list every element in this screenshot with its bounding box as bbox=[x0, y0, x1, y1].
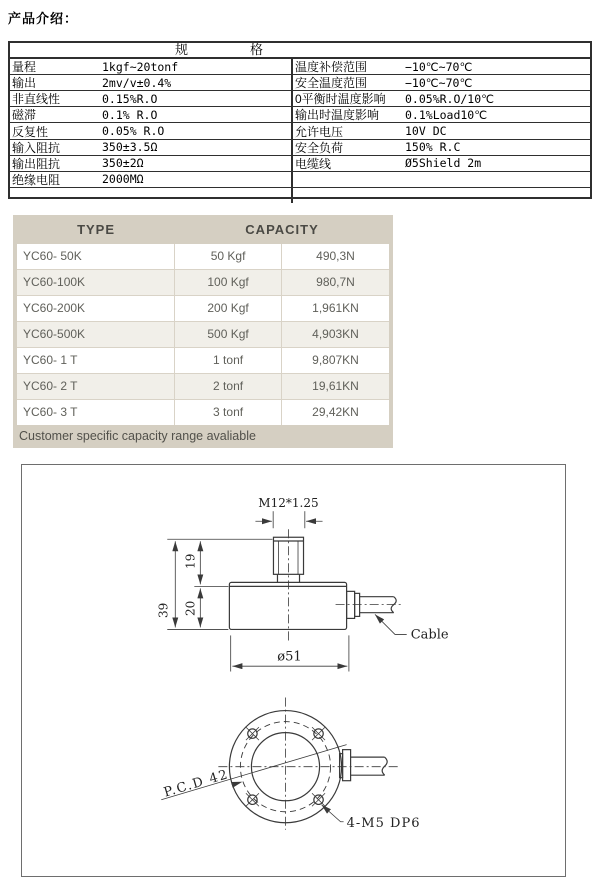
spec-value: 0.05% R.O bbox=[102, 123, 165, 138]
table-row bbox=[17, 374, 389, 400]
model-cell: YC60- 3 T bbox=[17, 400, 175, 425]
load-cell-drawing bbox=[22, 465, 565, 876]
spec-row bbox=[10, 188, 291, 203]
newton-cell: 1,961KN bbox=[312, 301, 359, 315]
bottom-view bbox=[161, 698, 420, 831]
spec-row bbox=[10, 123, 291, 139]
spec-row bbox=[293, 107, 590, 123]
spec-table-header bbox=[10, 43, 590, 59]
pcd-dimension-label: P.C.D 42 bbox=[162, 767, 231, 801]
model-cell: YC60- 50K bbox=[17, 244, 175, 269]
spec-value: −10℃~70℃ bbox=[405, 59, 473, 74]
spec-value: 0.1% R.O bbox=[102, 107, 158, 122]
spec-row bbox=[10, 75, 291, 91]
spec-label: 允许电压 bbox=[295, 124, 344, 139]
model-cell: YC60-500K bbox=[17, 322, 175, 347]
spec-value: 1kgf~20tonf bbox=[102, 59, 179, 74]
newton-cell: 9,807KN bbox=[312, 353, 359, 367]
model-cell: YC60- 1 T bbox=[17, 348, 175, 373]
spec-label: 输出 bbox=[12, 76, 37, 91]
spec-label: 反复性 bbox=[12, 124, 49, 139]
spec-label: 量程 bbox=[12, 60, 37, 75]
kgf-cell: 1 tonf bbox=[175, 348, 282, 373]
spec-label: 绝缘电阻 bbox=[12, 172, 61, 187]
spec-value: 2mv/v±0.4% bbox=[102, 75, 172, 90]
table-row bbox=[17, 270, 389, 296]
spec-label: 安全温度范围 bbox=[295, 76, 368, 91]
spec-row bbox=[10, 59, 291, 75]
bolt-spec-label: 4-M5 DP6 bbox=[346, 815, 421, 831]
spec-label: 输出时温度影响 bbox=[295, 108, 380, 123]
newton-cell: 490,3N bbox=[316, 249, 355, 263]
spec-value: 350±3.5Ω bbox=[102, 140, 158, 155]
spec-label: 非直线性 bbox=[12, 92, 61, 107]
spec-row bbox=[293, 156, 590, 172]
stud-height-dimension-label: 19 bbox=[183, 553, 198, 569]
newton-cell: 4,903KN bbox=[312, 327, 359, 341]
total-height-dimension-label: 39 bbox=[156, 602, 171, 619]
spec-row bbox=[10, 140, 291, 156]
capacity-table-header bbox=[17, 215, 389, 244]
spec-row bbox=[293, 91, 590, 107]
spec-label: 磁滞 bbox=[12, 108, 37, 123]
table-row bbox=[17, 348, 389, 374]
spec-label: 0平衡时温度影响 bbox=[295, 92, 386, 107]
table-row bbox=[17, 244, 389, 270]
spec-row bbox=[10, 107, 291, 123]
spec-left-column bbox=[10, 59, 293, 203]
page-title: 产品介绍： bbox=[8, 11, 79, 26]
spec-value: −10℃~70℃ bbox=[405, 75, 473, 90]
spec-row bbox=[293, 75, 590, 91]
kgf-cell: 500 Kgf bbox=[175, 322, 282, 347]
spec-right-column bbox=[293, 59, 590, 203]
spec-value: 0.1%Load10℃ bbox=[405, 107, 488, 122]
spec-label: 安全负荷 bbox=[295, 140, 344, 155]
model-cell: YC60-200K bbox=[17, 296, 175, 321]
kgf-cell: 200 Kgf bbox=[175, 296, 282, 321]
kgf-cell: 2 tonf bbox=[175, 374, 282, 399]
spec-label: 电缆线 bbox=[295, 156, 332, 171]
spec-header-char2: 格 bbox=[250, 42, 264, 57]
table-row bbox=[17, 322, 389, 348]
capacity-footer-note: Customer specific capacity range avaliable bbox=[19, 429, 256, 443]
spec-row bbox=[293, 59, 590, 75]
spec-table bbox=[8, 41, 592, 199]
spec-table-body bbox=[10, 59, 590, 203]
newton-cell: 29,42KN bbox=[312, 405, 359, 419]
capacity-table bbox=[13, 215, 393, 448]
spec-label: 输出阻抗 bbox=[12, 156, 61, 171]
model-cell: YC60-100K bbox=[17, 270, 175, 295]
newton-cell: 980,7N bbox=[316, 275, 355, 289]
model-cell: YC60- 2 T bbox=[17, 374, 175, 399]
spec-row bbox=[293, 172, 590, 188]
kgf-cell: 3 tonf bbox=[175, 400, 282, 425]
thread-dimension-label: M12*1.25 bbox=[258, 496, 319, 511]
spec-value: 350±2Ω bbox=[102, 156, 144, 171]
body-height-dimension-label: 20 bbox=[183, 600, 198, 617]
side-view bbox=[156, 496, 449, 671]
spec-value: 150% R.C bbox=[405, 140, 461, 155]
spec-value: 2000MΩ bbox=[102, 172, 144, 187]
table-row bbox=[17, 400, 389, 425]
spec-row bbox=[293, 123, 590, 139]
spec-row bbox=[10, 91, 291, 107]
spec-value: Ø5Shield 2m bbox=[405, 156, 482, 171]
kgf-cell: 100 Kgf bbox=[175, 270, 282, 295]
diameter-dimension-label: ø51 bbox=[277, 649, 302, 665]
cable-label: Cable bbox=[410, 627, 449, 643]
technical-drawing-box bbox=[21, 464, 566, 877]
capacity-header-capacity: CAPACITY bbox=[245, 222, 319, 237]
spec-value: 0.15%R.O bbox=[102, 91, 158, 106]
spec-row bbox=[293, 140, 590, 156]
spec-row bbox=[10, 172, 291, 188]
spec-label: 输入阻抗 bbox=[12, 140, 61, 155]
spec-row bbox=[293, 188, 590, 203]
table-row bbox=[17, 296, 389, 322]
spec-value: 10V DC bbox=[405, 123, 447, 138]
capacity-table-rows bbox=[17, 244, 389, 425]
spec-label: 温度补偿范围 bbox=[295, 60, 368, 75]
spec-header-char1: 规 bbox=[175, 42, 189, 57]
capacity-header-type: TYPE bbox=[77, 222, 116, 237]
newton-cell: 19,61KN bbox=[312, 379, 359, 393]
spec-row bbox=[10, 156, 291, 172]
spec-value: 0.05%R.O/10℃ bbox=[405, 91, 495, 106]
kgf-cell: 50 Kgf bbox=[175, 244, 282, 269]
